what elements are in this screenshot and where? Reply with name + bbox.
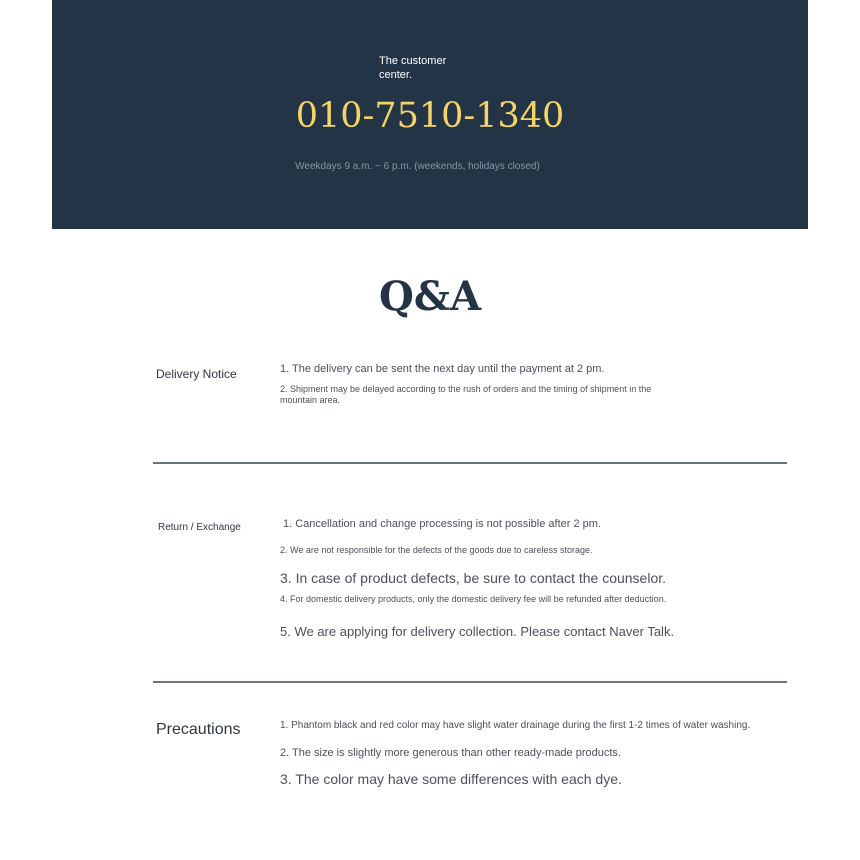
precautions-item: 1. Phantom black and red color may have slight water drainage during the first 1-2 times of water washing. [280, 720, 751, 731]
delivery-notice-item: 1. The delivery can be sent the next day until the payment at 2 pm. [280, 363, 605, 375]
customer-center-hours: Weekdays 9 a.m. ~ 6 p.m. (weekends, holidays closed) [295, 161, 540, 172]
customer-center-label: The customer center. [379, 55, 447, 81]
return-exchange-item: 5. We are applying for delivery collection. Please contact Naver Talk. [280, 624, 675, 639]
qa-title: Q&A [379, 273, 481, 320]
return-exchange-item: 2. We are not responsible for the defects of the goods due to careless storage. [280, 545, 593, 555]
precautions-item: 2. The size is slightly more generous than other ready-made products. [280, 747, 621, 759]
precautions-label: Precautions [156, 721, 241, 738]
customer-center-banner [52, 0, 808, 229]
delivery-notice-item: 2. Shipment may be delayed according to the rush of orders and the timing of shipment in the mountain area. [280, 384, 652, 405]
precautions-item: 3. The color may have some differences with each dye. [280, 771, 622, 787]
section-divider [153, 681, 787, 683]
return-exchange-label: Return / Exchange [158, 522, 241, 533]
return-exchange-item: 3. In case of product defects, be sure to contact the counselor. [280, 570, 667, 586]
return-exchange-item: 1. Cancellation and change processing is not possible after 2 pm. [283, 518, 601, 530]
delivery-notice-label: Delivery Notice [156, 367, 237, 381]
customer-center-phone: 010-7510-1340 [295, 96, 565, 136]
section-divider [153, 462, 787, 464]
return-exchange-item: 4. For domestic delivery products, only the domestic delivery fee will be refunded after deduction. [280, 594, 667, 604]
